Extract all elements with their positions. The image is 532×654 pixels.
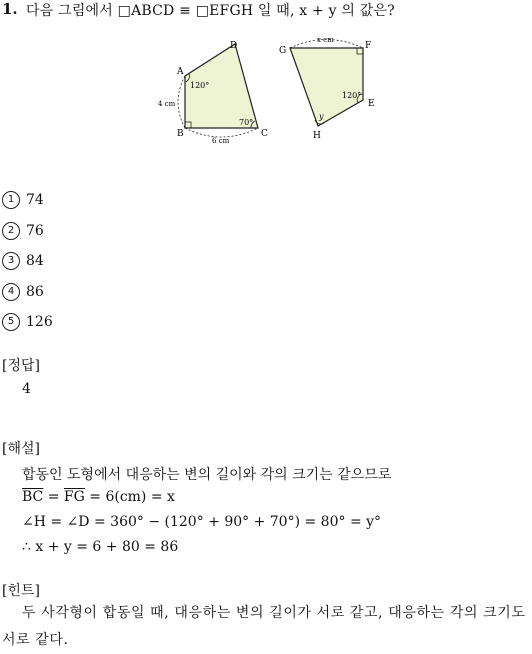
side-gf-label: x cm [317,36,334,44]
segment-bc: $\overline{BC}$ [22,489,44,505]
choice-mark: 4 [2,283,20,301]
figure [150,30,390,154]
choice-2[interactable] [2,222,44,240]
question-text: 다음 그림에서 □ABCD ≡ □EFGH 일 때, x + y 의 값은? [26,3,395,19]
dim-bc [185,128,258,137]
choice-mark: 1 [2,191,20,209]
explanation-line-3: ∠H = ∠D = 360° − (120° + 90° + 70°) = 80° = y° [22,514,382,530]
vertex-c: C [261,129,268,139]
choice-value: 84 [26,253,44,269]
question-number: 1. [2,0,18,18]
answer-label: [정답] [2,358,40,374]
quad-efgh [290,48,363,126]
choice-5[interactable] [2,313,53,331]
explanation-label: [해설] [2,441,40,457]
angle-e-label: 120° [342,91,362,100]
choice-mark: 2 [2,222,20,240]
vertex-e: E [368,99,375,109]
explanation-line-4: ∴ x + y = 6 + 80 = 86 [22,539,179,555]
choice-4[interactable] [2,283,44,301]
answer-value: 4 [22,381,31,397]
choice-mark: 5 [2,313,20,331]
vertex-f: F [365,41,372,51]
side-ab-label: 4 cm [158,100,176,108]
dim-ab [178,76,185,128]
choice-value: 126 [26,314,53,330]
vertex-a: A [177,67,184,77]
vertex-g: G [279,46,287,56]
vertex-h: H [313,131,321,141]
vertex-d: D [230,41,238,51]
choice-mark: 3 [2,252,20,270]
hint-label: [힌트] [2,583,40,599]
segment-fg: $\overline{FG}$ [63,489,85,505]
explanation-line-1: 합동인 도형에서 대응하는 변의 길이와 각의 크기는 같으므로 [22,467,392,483]
vertex-b: B [177,129,184,139]
explanation-line-2 [22,489,175,505]
quadrilaterals-figure [150,30,390,150]
choice-value: 74 [26,192,44,208]
choice-value: 76 [26,223,44,239]
angle-c-label: 70° [239,118,254,127]
angle-a-label: 120° [190,81,210,90]
equation-rest: = 6(cm) = x [84,489,175,505]
choice-1[interactable] [2,191,44,209]
side-bc-label: 6 cm [212,137,230,145]
choice-3[interactable] [2,252,44,270]
angle-h-label: y [319,112,324,121]
equals-sign: = [43,489,64,505]
hint-text: 두 사각형이 합동일 때, 대응하는 변의 길이가 서로 같고, 대응하는 각의 크기도 서로 같다. [2,605,526,648]
choice-value: 86 [26,284,44,300]
